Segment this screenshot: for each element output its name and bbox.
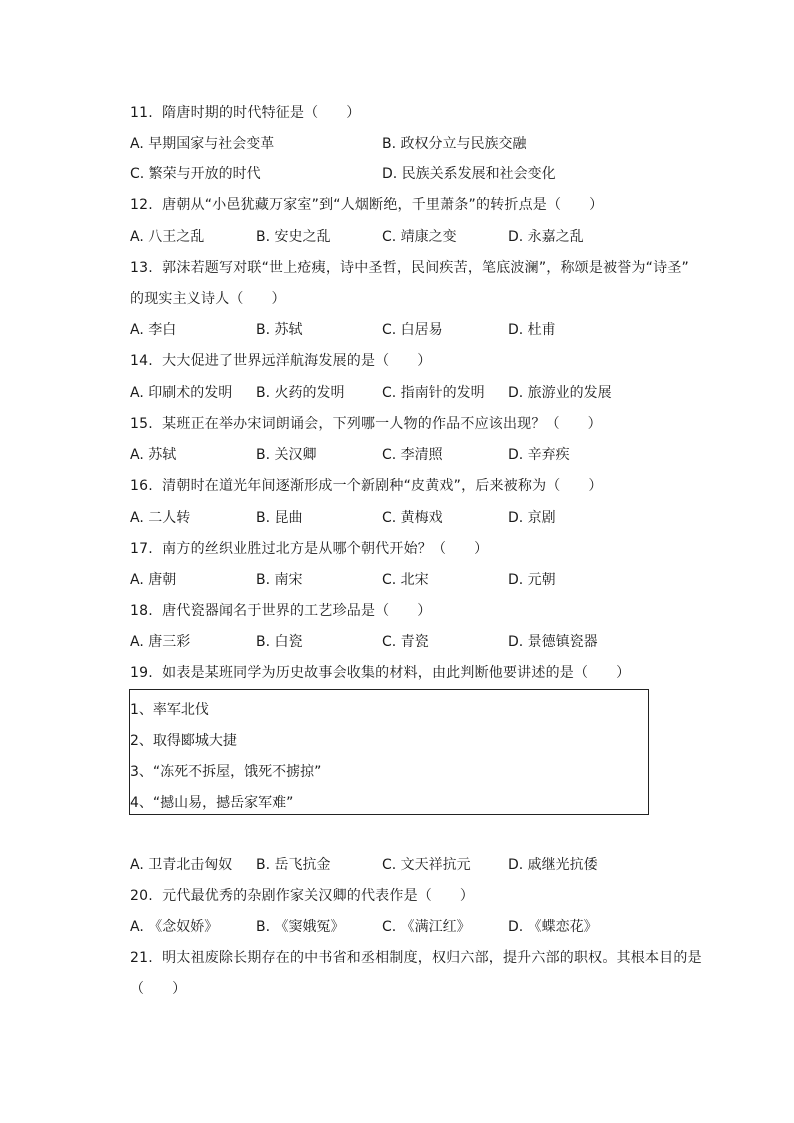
option-a: A. 苏轼 <box>130 447 177 463</box>
option-d: D. 永嘉之乱 <box>508 229 584 245</box>
question-13-options <box>130 321 730 339</box>
option-c: C. 《满江红》 <box>382 919 471 935</box>
option-c: C. 北宋 <box>382 572 429 588</box>
option-c: C. 文天祥抗元 <box>382 857 471 873</box>
question-18-stem: 18. 唐代瓷器闻名于世界的工艺珍品是（ ） <box>130 603 432 619</box>
question-11-stem: 11. 隋唐时期的时代特征是（ ） <box>130 105 361 121</box>
option-d: D. 旅游业的发展 <box>508 385 612 401</box>
question-16-options <box>130 509 730 527</box>
option-a: A. 二人转 <box>130 510 191 526</box>
table-row: 4、“撼山易，撼岳家军难” <box>130 795 294 811</box>
option-d: D. 戚继光抗倭 <box>508 857 598 873</box>
option-d: D. 《蝶恋花》 <box>508 919 598 935</box>
option-a: A. 《念奴娇》 <box>130 919 219 935</box>
question-12-options <box>130 228 730 246</box>
question-15-stem: 15. 某班正在举办宋词朗诵会，下列哪一人物的作品不应该出现？（ ） <box>130 416 602 432</box>
option-a: A. 早期国家与社会变革 <box>130 136 275 152</box>
option-b: B. 苏轼 <box>256 322 303 338</box>
question-13-stem: 13. 郭沫若题写对联“世上疮痍，诗中圣哲，民间疾苦，笔底波澜”，称颂是被誉为“诗圣” <box>130 260 689 276</box>
option-d: D. 杜甫 <box>508 322 556 338</box>
option-b: B. 白瓷 <box>256 634 303 650</box>
option-b: B. 关汉卿 <box>256 447 317 463</box>
option-c: C. 李清照 <box>382 447 443 463</box>
question-12-stem: 12. 唐朝从“小邑犹藏万家室”到“人烟断绝，千里萧条”的转折点是（ ） <box>130 197 604 213</box>
option-d: D. 民族关系发展和社会变化 <box>382 166 556 182</box>
option-b: B. 《窦娥冤》 <box>256 919 345 935</box>
material-table <box>129 689 649 815</box>
question-13-stem-cont: 的现实主义诗人（ ） <box>130 291 286 307</box>
option-a: A. 卫青北击匈奴 <box>130 857 233 873</box>
question-14-stem: 14. 大大促进了世界远洋航海发展的是（ ） <box>130 353 432 369</box>
option-d: D. 景德镇瓷器 <box>508 634 598 650</box>
option-a: A. 印刷术的发明 <box>130 385 233 401</box>
option-b: B. 岳飞抗金 <box>256 857 331 873</box>
option-c: C. 靖康之变 <box>382 229 457 245</box>
option-c: C. 繁荣与开放的时代 <box>130 166 261 182</box>
table-row: 1、率军北伐 <box>130 702 209 718</box>
question-16-stem: 16. 清朝时在道光年间逐渐形成一个新剧种“皮黄戏”，后来被称为（ ） <box>130 478 603 494</box>
question-17-stem: 17. 南方的丝织业胜过北方是从哪个朝代开始？（ ） <box>130 541 489 557</box>
option-a: A. 李白 <box>130 322 177 338</box>
question-20-stem: 20. 元代最优秀的杂剧作家关汉卿的代表作是（ ） <box>130 888 475 904</box>
option-d: D. 元朝 <box>508 572 556 588</box>
question-14-options <box>130 384 730 402</box>
option-a: A. 八王之乱 <box>130 229 205 245</box>
option-b: B. 昆曲 <box>256 510 303 526</box>
question-17-options <box>130 571 730 589</box>
question-11-options-row2 <box>130 165 730 183</box>
option-a: A. 唐朝 <box>130 572 177 588</box>
question-15-options <box>130 446 730 464</box>
option-b: B. 火药的发明 <box>256 385 345 401</box>
question-18-options <box>130 633 730 651</box>
question-19-options <box>130 856 730 874</box>
option-c: C. 指南针的发明 <box>382 385 485 401</box>
table-row: 3、“冻死不拆屋，饿死不掳掠” <box>130 764 322 780</box>
option-c: C. 青瓷 <box>382 634 429 650</box>
option-d: D. 京剧 <box>508 510 556 526</box>
option-c: C. 白居易 <box>382 322 443 338</box>
question-20-options <box>130 918 730 936</box>
table-row: 2、取得郾城大捷 <box>130 733 237 749</box>
question-19-stem: 19. 如表是某班同学为历史故事会收集的材料，由此判断他要讲述的是（ ） <box>130 665 631 681</box>
question-21-stem: 21. 明太祖废除长期存在的中书省和丞相制度，权归六部，提升六部的职权。其根本目的是 <box>130 950 702 966</box>
option-c: C. 黄梅戏 <box>382 510 443 526</box>
question-21-stem-cont: （ ） <box>130 981 187 997</box>
option-b: B. 南宋 <box>256 572 303 588</box>
question-11-options-row1 <box>130 135 730 153</box>
option-b: B. 政权分立与民族交融 <box>382 136 527 152</box>
option-b: B. 安史之乱 <box>256 229 331 245</box>
option-d: D. 辛弃疾 <box>508 447 570 463</box>
option-a: A. 唐三彩 <box>130 634 191 650</box>
